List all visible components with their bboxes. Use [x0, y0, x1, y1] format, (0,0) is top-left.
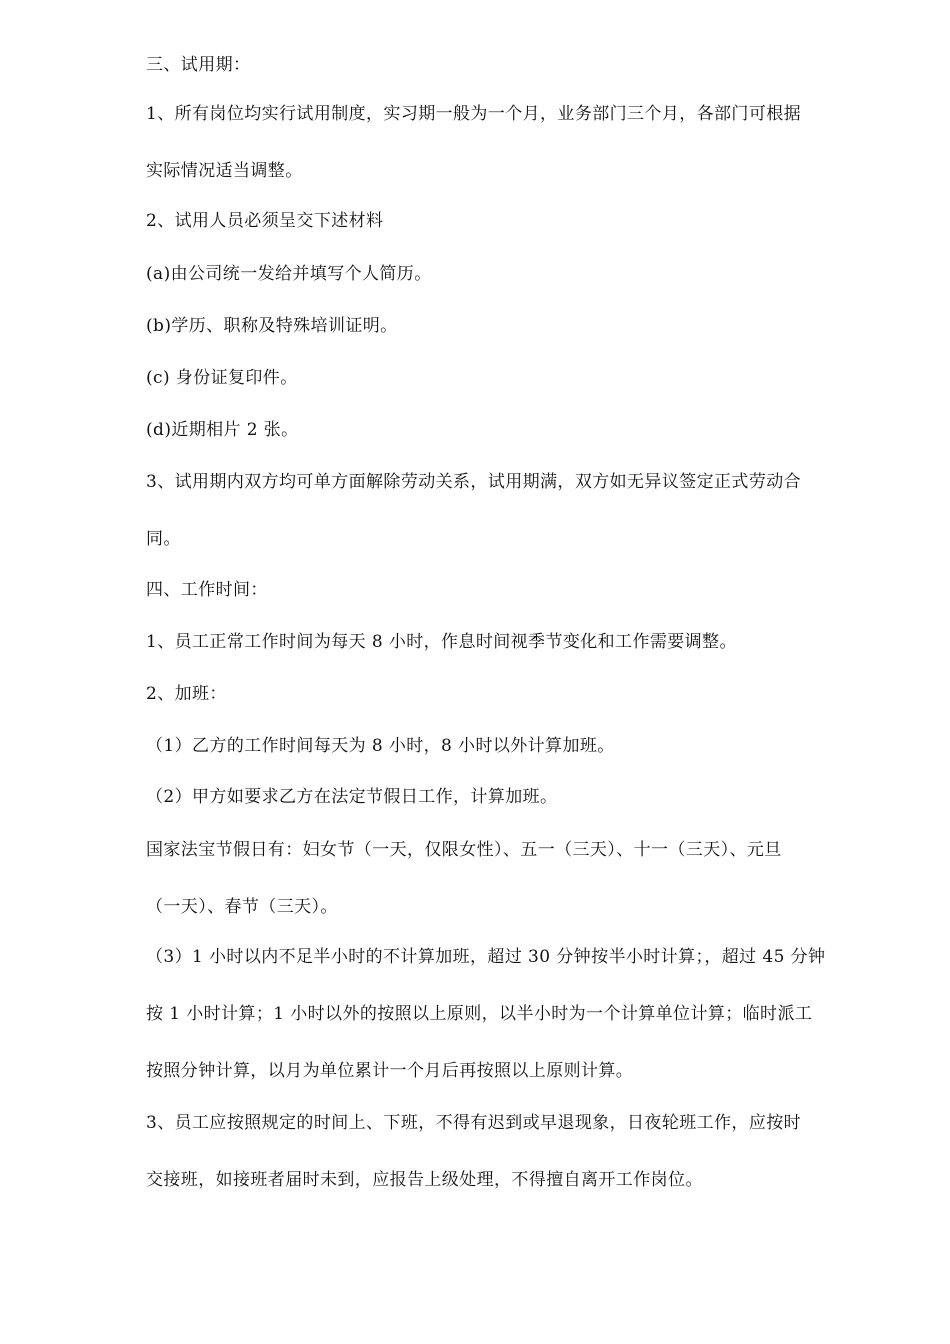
section-heading-work-hours: 四、工作时间：: [146, 580, 268, 600]
list-item: (d)近期相片 2 张。: [146, 420, 299, 440]
paragraph-line: 2、试用人员必须呈交下述材料: [146, 211, 384, 231]
paragraph-line: 国家法宝节假日有：妇女节（一天，仅限女性）、五一（三天）、十一（三天）、元旦: [146, 840, 782, 860]
list-item: （2）甲方如要求乙方在法定节假日工作，计算加班。: [146, 787, 558, 807]
paragraph-line: 1、员工正常工作时间为每天 8 小时，作息时间视季节变化和工作需要调整。: [146, 632, 737, 652]
paragraph-line: 实际情况适当调整。: [146, 161, 303, 181]
paragraph-line: 按照分钟计算，以月为单位累计一个月后再按照以上原则计算。: [146, 1061, 634, 1081]
list-item: (a)由公司统一发给并填写个人简历。: [146, 264, 432, 284]
paragraph-line: （一天）、春节（三天）。: [146, 897, 338, 917]
paragraph-line: 3、员工应按照规定的时间上、下班，不得有迟到或早退现象，日夜轮班工作，应按时: [146, 1113, 802, 1133]
paragraph-line: 交接班，如接班者届时未到，应报告上级处理，不得擅自离开工作岗位。: [146, 1170, 703, 1190]
paragraph-line: 3、试用期内双方均可单方面解除劳动关系，试用期满，双方如无异议签定正式劳动合: [146, 472, 802, 492]
list-item: （1）乙方的工作时间每天为 8 小时，8 小时以外计算加班。: [146, 736, 615, 756]
paragraph-line: 2、加班：: [146, 684, 227, 704]
section-heading-probation: 三、试用期：: [146, 55, 251, 75]
list-item: (c) 身份证复印件。: [146, 368, 298, 388]
list-item: (b)学历、职称及特殊培训证明。: [146, 316, 398, 336]
list-item: （3）1 小时以内不足半小时的不计算加班，超过 30 分钟按半小时计算；，超过 45 分钟: [146, 947, 826, 967]
paragraph-line: 同。: [146, 529, 181, 549]
paragraph-line: 按 1 小时计算；1 小时以外的按照以上原则，以半小时为一个计算单位计算；临时派工: [146, 1004, 813, 1024]
paragraph-line: 1、所有岗位均实行试用制度，实习期一般为一个月，业务部门三个月，各部门可根据: [146, 104, 802, 124]
